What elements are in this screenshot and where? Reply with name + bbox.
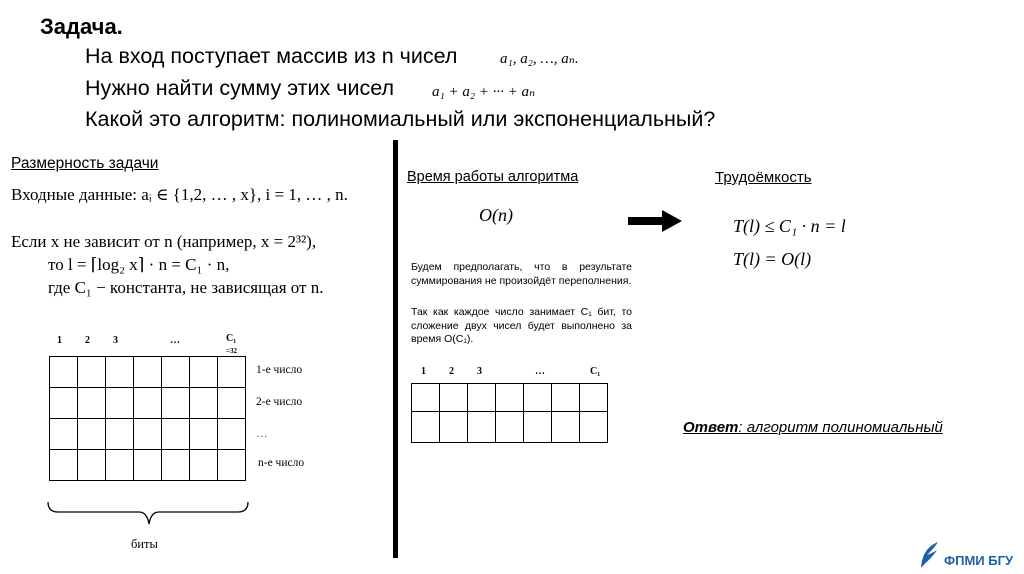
input-data-line: Входные данные: aᵢ ∈ {1,2, … , x}, i = 1, … , n.: [11, 185, 348, 204]
answer: [683, 419, 943, 436]
grid-row: [50, 450, 246, 481]
mid-col-label: …: [535, 366, 545, 377]
time-complexity: O(n): [479, 205, 513, 225]
curly-brace: [44, 500, 254, 530]
slide-title: Задача.: [40, 14, 123, 39]
grid-row-label: …: [256, 428, 268, 440]
right-heading: Трудоёмкость: [715, 169, 812, 186]
answer-label: Ответ: [683, 419, 739, 436]
grid-row: [50, 357, 246, 388]
condition-line-3: где C₁ − константа, не зависящая от n.: [48, 278, 324, 297]
bits-note: Так как каждое число занимает C₁ бит, то сложение двух чисел будет выполнено за время O(C₁).: [411, 306, 632, 346]
grid-row: [412, 384, 608, 412]
left-heading: Размерность задачи: [11, 155, 159, 172]
task-line-2-text: Нужно найти сумму этих чисел: [85, 76, 394, 100]
grid-row: [412, 412, 608, 443]
condition-line-2: то l = ⌈log₂ x⌉ · n = C₁ · n,: [48, 255, 230, 274]
bits-label: биты: [131, 537, 158, 551]
arrow-right-icon: [628, 210, 682, 232]
task-line-1-text: На вход поступает массив из n чисел: [85, 44, 458, 68]
left-col-sub-label: =32: [226, 347, 237, 355]
grid-row: [50, 419, 246, 450]
answer-text: : алгоритм полиномиальный: [738, 419, 943, 436]
left-col-label: 1: [57, 335, 62, 346]
sum-bits-grid: [411, 383, 608, 443]
mid-col-label: 1: [421, 366, 426, 377]
overflow-note: Будем предполагать, что в результате суммирования не произойдёт переполнения.: [411, 261, 632, 287]
task-line-1-formula: a₁, a₂, …, aₙ.: [500, 51, 579, 67]
task-line-2: [85, 76, 394, 101]
condition-line-1: Если x не зависит от n (например, x = 2³²),: [11, 232, 317, 251]
mid-col-label: 2: [449, 366, 454, 377]
column-divider: [393, 140, 398, 558]
mid-col-label: 3: [477, 366, 482, 377]
grid-row-label: n-е число: [258, 457, 305, 469]
bits-grid: [49, 356, 246, 481]
middle-heading: Время работы алгоритма: [407, 169, 579, 185]
left-col-label: 2: [85, 335, 90, 346]
grid-row: [50, 388, 246, 419]
task-line-2-formula: a₁ + a₂ + ··· + aₙ: [432, 84, 536, 100]
grid-row-label: 2-е число: [256, 396, 303, 408]
task-line-3: Какой это алгоритм: полиномиальный или экспоненциальный?: [85, 107, 716, 131]
task-line-1: [85, 44, 457, 69]
logo-text: ФПМИ БГУ: [944, 553, 1014, 568]
left-col-label: 3: [113, 335, 118, 346]
formula-o-notation: T(l) = O(l): [733, 249, 812, 269]
formula-bound: T(l) ≤ C₁ · n = l: [733, 216, 846, 236]
left-col-label: C₁: [226, 333, 237, 344]
feather-logo-icon: [918, 540, 942, 570]
mid-col-label: C₁: [590, 366, 601, 377]
grid-row-label: 1-е число: [256, 364, 303, 376]
left-col-label: …: [170, 335, 180, 346]
